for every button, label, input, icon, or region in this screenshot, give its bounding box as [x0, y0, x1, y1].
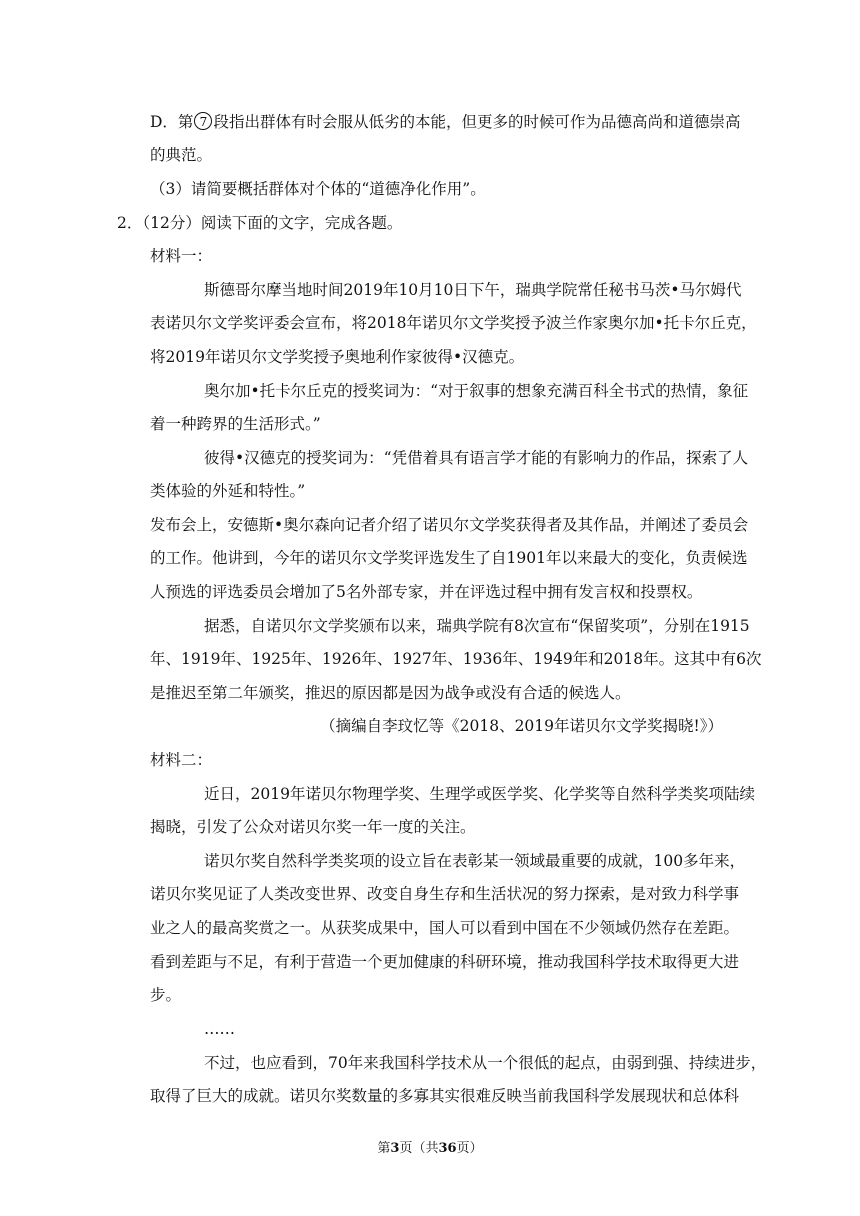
question-2-header: 2．（12分）阅读下面的文字，完成各题。 — [117, 214, 403, 232]
footer-mid: 页（共 — [399, 1141, 439, 1156]
material-2-paragraph-line: 步。 — [150, 986, 182, 1004]
option-d-text: 段指出群体有时会服从低劣的本能，但更多的时候可作为品德高尚和道德崇高 — [213, 113, 741, 131]
material-2-paragraph-line: 揭晓，引发了公众对诺贝尔奖一年一度的关注。 — [150, 818, 476, 836]
material-1-paragraph-line: 将2019年诺贝尔文学奖授予奥地利作家彼得•汉德克。 — [150, 348, 525, 366]
material-1-paragraph-line: 的工作。他讲到，今年的诺贝尔文学奖评选发生了自1901年以来最大的变化，负责候选 — [150, 549, 748, 567]
material-2-paragraph-line: 业之人的最高奖赏之一。从获奖成果中，国人可以看到中国在不少领域仍然存在差距。 — [150, 919, 740, 937]
question-3: （3）请简要概括群体对个体的“道德净化作用”。 — [150, 180, 486, 198]
material-2-paragraph-line: 诺贝尔奖见证了人类改变世界、改变自身生存和生活状况的努力探索，是对致力科学事 — [150, 885, 740, 903]
page-number: 3 — [390, 1141, 400, 1156]
footer-prefix: 第 — [377, 1141, 391, 1156]
material-2-paragraph-line: 看到差距与不足，有利于营造一个更加健康的科研环境，推动我国科学技术取得更大进 — [150, 953, 740, 971]
material-2-paragraph-line: 不过，也应看到，70年来我国科学技术从一个很低的起点，由弱到强、持续进步， — [204, 1054, 767, 1072]
material-2-title: 材料二： — [150, 751, 213, 769]
option-d-line-2: 的典范。 — [150, 146, 213, 164]
total-pages: 36 — [438, 1141, 457, 1156]
material-1-paragraph-line: 彼得•汉德克的授奖词为：“凭借着具有语言学才能的有影响力的作品，探索了人 — [204, 449, 749, 467]
material-1-paragraph-line: 斯德哥尔摩当地时间2019年10月10日下午，瑞典学院常任秘书马茨•马尔姆代 — [204, 281, 742, 299]
material-1-paragraph-line: 着一种跨界的生活形式。” — [150, 415, 321, 433]
material-1-paragraph-line: 发布会上，安德斯•奥尔森向记者介绍了诺贝尔文学奖获得者及其作品，并阐述了委员会 — [150, 516, 749, 534]
material-1-paragraph-line: 年、1919年、1925年、1926年、1927年、1936年、1949年和2018年。这其中有6次 — [150, 650, 762, 668]
material-1-paragraph-line: 据悉，自诺贝尔文学奖颁布以来，瑞典学院有8次宣布“保留奖项”，分别在1915 — [204, 617, 750, 635]
material-2-paragraph-line: 诺贝尔奖自然科学类奖项的设立旨在表彰某一领域最重要的成就，100多年来， — [204, 852, 746, 870]
footer-suffix: 页） — [456, 1141, 483, 1156]
material-1-title: 材料一： — [150, 247, 213, 265]
material-2-paragraph-line: 近日，2019年诺贝尔物理学奖、生理学或医学奖、化学奖等自然科学类奖项陆续 — [204, 785, 755, 803]
material-1-paragraph-line: 是推迟至第二年颁奖，推迟的原因都是因为战争或没有合适的候选人。 — [150, 684, 631, 702]
option-d-label: D．第 — [150, 113, 194, 131]
page-footer — [0, 1141, 860, 1157]
ellipsis: …… — [204, 1020, 235, 1038]
material-1-paragraph-line: 表诺贝尔文学奖评委会宣布，将2018年诺贝尔文学奖授予波兰作家奥尔加•托卡尔丘克， — [150, 314, 757, 332]
material-2-paragraph-line: 取得了巨大的成就。诺贝尔奖数量的多寡其实很难反映当前我国科学发展现状和总体科 — [150, 1087, 740, 1105]
circled-number: 7 — [194, 112, 212, 130]
material-1-paragraph-line: 类体验的外延和特性。” — [150, 482, 306, 500]
option-d-line-1 — [150, 112, 740, 132]
material-1-paragraph-line: 奥尔加•托卡尔丘克的授奖词为：“对于叙事的想象充满百科全书式的热情，象征 — [204, 382, 749, 400]
material-1-paragraph-line: 人预选的评选委员会增加了5名外部专家，并在评选过程中拥有发言权和投票权。 — [150, 583, 703, 601]
material-1-source: （摘编自李玟忆等《2018、2019年诺贝尔文学奖揭晓!》） — [320, 717, 723, 735]
